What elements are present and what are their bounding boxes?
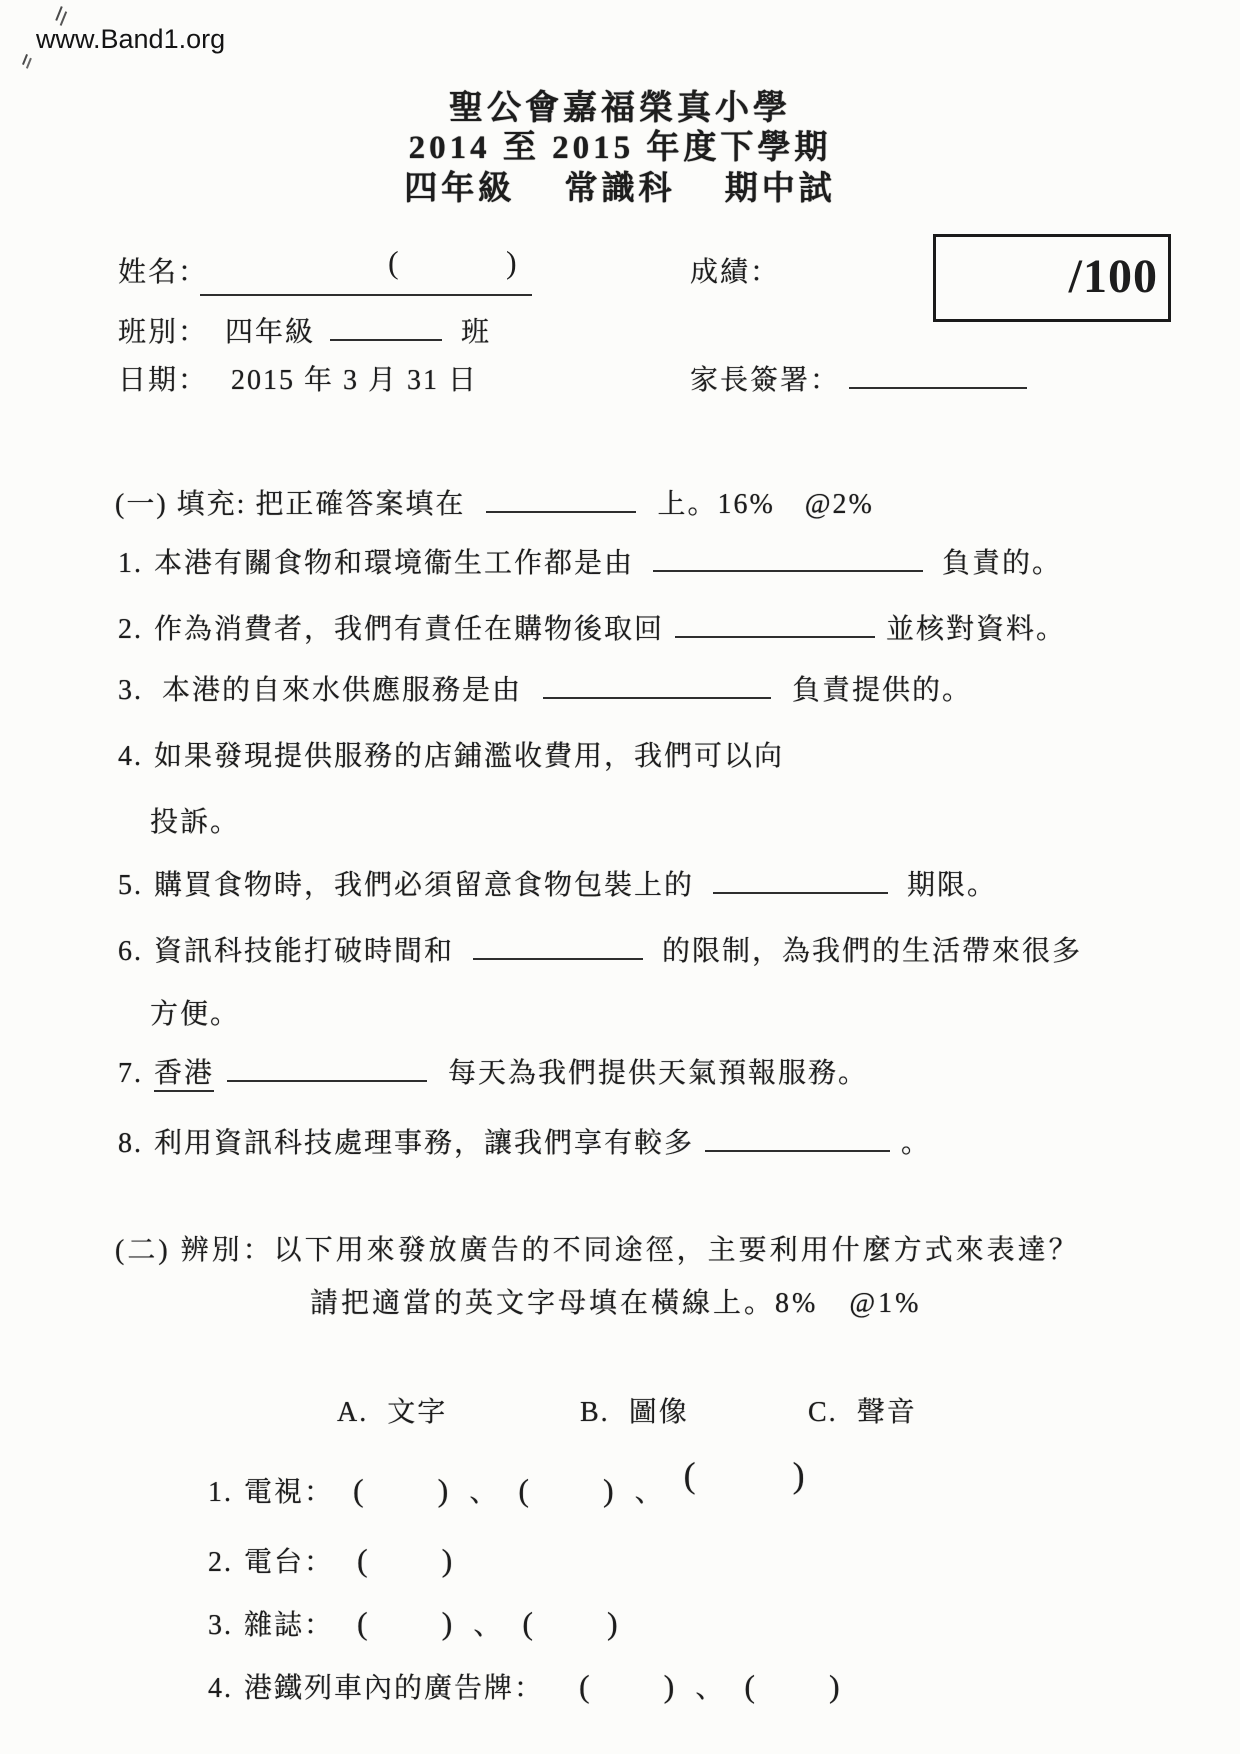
question-2 [118,607,1066,647]
class-label: 班別： [118,317,209,348]
question-text: 每天為我們提供天氣預報服務。 [448,1058,869,1089]
question-4-line2: 投訴。 [150,807,241,838]
school-name: 聖公會嘉福榮真小學 [449,90,791,127]
question-text: 。 [901,1128,932,1159]
item-number: 3. [208,1610,233,1641]
media-item-radio [208,1540,454,1580]
blank-line [713,865,888,894]
paren-close: ) [607,1605,620,1641]
paren-close: ) [792,1455,807,1495]
question-text: 負責的。 [942,548,1063,579]
section1-heading [115,482,874,522]
name-row [118,250,208,290]
name-blank-line [200,294,532,296]
paren-open: ( [579,1668,592,1704]
item-label: 雜誌： [244,1610,335,1641]
enum-comma: 、 [695,1673,726,1704]
option-letter: B. [580,1397,610,1428]
question-7 [118,1051,868,1091]
question-text: 的限制，為我們的生活帶來很多 [662,936,1083,967]
item-number: 2. [208,1547,233,1578]
exam-title-line: 四年級 常識科 期中試 [404,171,836,207]
section1-heading-pre: (一) 填充: 把正確答案填在 [115,489,466,520]
blank-line [653,543,923,572]
class-row [118,310,491,350]
paren-close: ) [829,1668,842,1704]
paren-open: ( [518,1472,531,1508]
paren-open: ( [353,1472,366,1508]
media-item-tv [208,1455,807,1510]
scan-mark [55,6,62,21]
question-8 [118,1121,931,1161]
option-b [580,1390,689,1430]
question-text: 利用資訊科技處理事務，讓我們享有較多 [154,1128,695,1159]
option-c [808,1390,917,1430]
media-item-magazine [208,1603,620,1643]
watermark-url: www.Band1.org [36,24,226,54]
class-suffix: 班 [461,317,492,348]
option-a [337,1390,447,1430]
blank-line [543,670,771,699]
question-number: 2. [118,614,143,645]
class-number-paren-open: ( [388,244,399,280]
question-number: 1. [118,548,143,579]
score-label: 成績： [690,257,781,288]
question-text: 資訊科技能打破時間和 [154,936,455,967]
option-label: 聲音 [856,1397,917,1428]
paren-open: ( [744,1668,757,1704]
blank-line [473,931,643,960]
section2-heading-line1: (二) 辨別：以下用來發放廣告的不同途徑，主要利用什麼方式來表達？ [115,1235,1080,1266]
paren-open: ( [357,1605,370,1641]
answer-parens [522,1605,619,1642]
option-label: 圖像 [628,1397,689,1428]
question-number: 3. [118,675,143,706]
section2-heading-line2: 請把適當的英文字母填在橫線上。8% @1% [310,1288,922,1319]
question-text: 作為消費者，我們有責任在購物後取回 [154,614,665,645]
item-label: 港鐵列車內的廣告牌： [244,1673,545,1704]
answer-parens [357,1542,454,1579]
date-label: 日期： [118,365,209,396]
question-5 [118,863,997,903]
school-year-line: 2014 至 2015 年度下學期 [408,130,832,166]
blank-line [705,1123,890,1152]
blank-line [486,484,636,513]
option-letter: A. [337,1397,369,1428]
date-value: 2015 年 3 月 31 日 [231,365,479,396]
answer-parens [744,1668,841,1705]
question-text: 本港的自來水供應服務是由 [162,675,523,706]
question-text: 期限。 [907,870,998,901]
paren-open: ( [357,1542,370,1578]
item-number: 1. [208,1477,233,1508]
parent-sign-row [690,358,1027,398]
answer-parens [684,1454,807,1496]
option-label: 文字 [387,1397,448,1428]
date-row [118,358,478,398]
question-number: 8. [118,1128,143,1159]
question-4 [118,734,784,774]
question-number: 4. [118,741,143,772]
paren-open: ( [683,1455,698,1495]
item-number: 4. [208,1673,233,1704]
question-text: 負責提供的。 [792,675,973,706]
answer-parens [357,1605,454,1642]
paren-close: ) [437,1472,451,1508]
question-6 [118,929,1082,969]
option-letter: C. [808,1397,838,1428]
class-number-paren-close: ) [506,244,517,280]
answer-parens [579,1668,676,1705]
parent-sign-blank-line [849,360,1027,389]
question-number: 6. [118,936,143,967]
question-text: 購買食物時，我們必須留意食物包裝上的 [154,870,695,901]
class-prefix: 四年級 [225,317,316,348]
section1-heading-post: 上。16% @2% [657,489,874,520]
paren-close: ) [441,1605,455,1641]
blank-line [227,1053,427,1082]
item-label: 電台： [244,1547,335,1578]
class-blank-line [330,312,442,341]
blank-line [675,609,875,638]
enum-comma: 、 [469,1477,500,1508]
media-item-mtr-billboard [208,1666,842,1706]
enum-comma: 、 [473,1610,504,1641]
question-3 [118,668,972,708]
score-value: /100 [1068,250,1158,303]
scan-mark [22,54,28,65]
question-text-underlined: 香港 [154,1058,214,1092]
question-number: 7. [118,1058,143,1089]
paren-open: ( [522,1605,535,1641]
question-text: 本港有關食物和環境衞生工作都是由 [154,548,635,579]
question-6-line2: 方便。 [150,999,241,1030]
item-label: 電視： [244,1477,335,1508]
answer-parens [353,1472,450,1509]
paren-close: ) [663,1668,677,1704]
answer-parens [518,1472,615,1509]
question-1 [118,541,1062,581]
enum-comma: 、 [634,1477,665,1508]
question-number: 5. [118,870,143,901]
question-text: 如果發現提供服務的店鋪濫收費用，我們可以向 [154,741,785,772]
name-label: 姓名： [118,257,209,288]
question-text: 並核對資料。 [886,614,1067,645]
score-box [933,234,1171,322]
paren-close: ) [603,1472,616,1508]
paren-close: ) [441,1542,455,1578]
parent-sign-label: 家長簽署： [690,365,841,396]
